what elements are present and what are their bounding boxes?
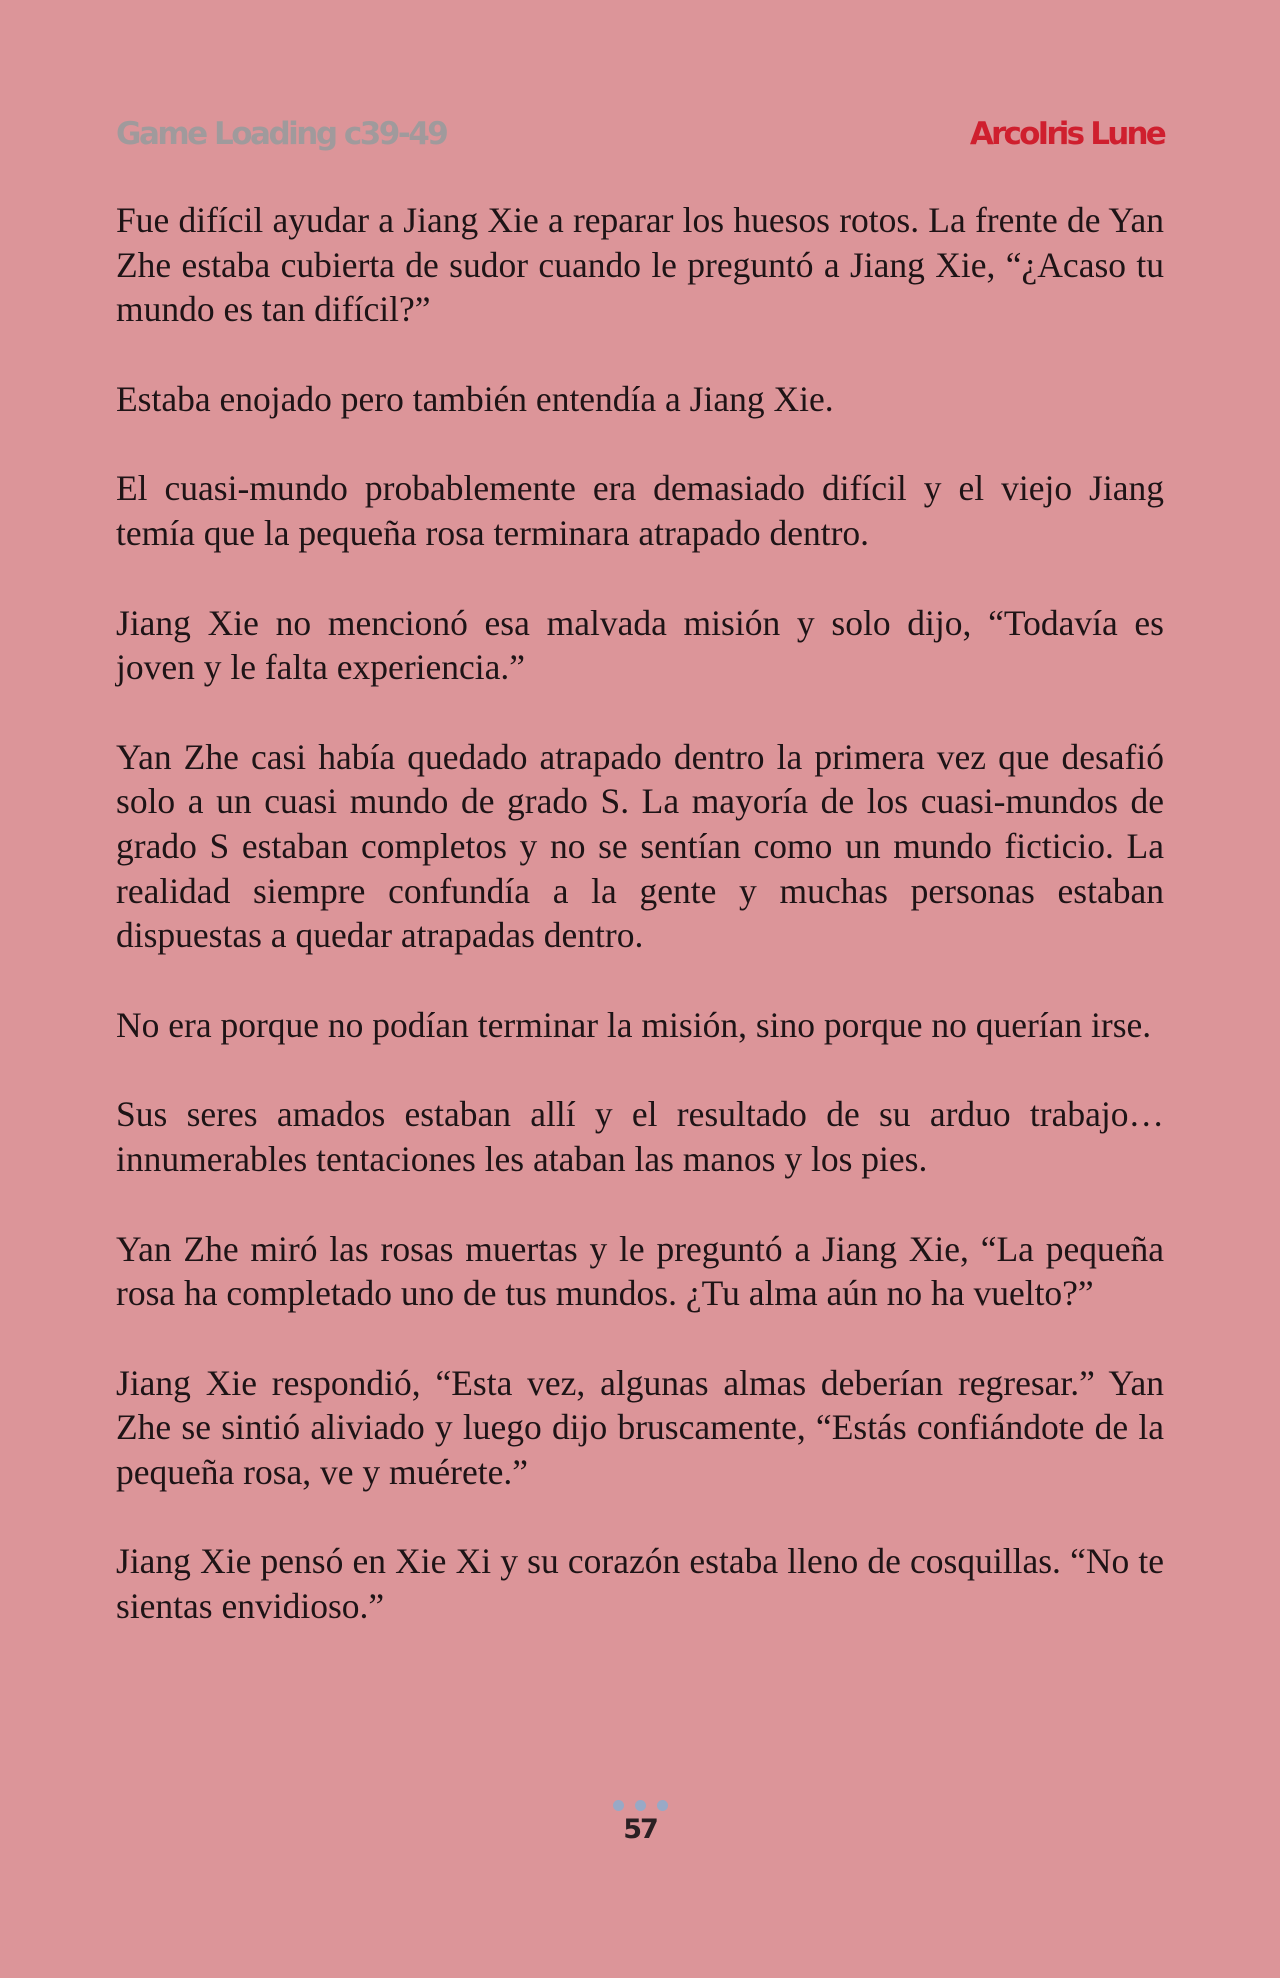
paragraph: Sus seres amados estaban allí y el resultado de su arduo trabajo… innumerables tentaciones les ataban las manos y los pies. bbox=[116, 1094, 1164, 1179]
paragraph: Jiang Xie no mencionó esa malvada misión y solo dijo, “Todavía es joven y le falta experiencia.” bbox=[116, 602, 1164, 688]
book-title: Game Loading c39-49 bbox=[116, 116, 447, 152]
paragraph: Jiang Xie pensó en Xie Xi y su corazón estaba lleno de cosquillas. “No te sientas envidioso.” bbox=[116, 1541, 1164, 1627]
dot-icon bbox=[635, 1800, 646, 1811]
page-header bbox=[116, 116, 1164, 166]
dot-icon bbox=[613, 1800, 624, 1811]
page-number: 57 bbox=[623, 1814, 657, 1845]
paragraph: Jiang Xie respondió, “Esta vez, algunas almas deberían regresar.” Yan Zhe se sintió aliviado y luego dijo bruscamente, “Estás confiándote de la pequeña rosa, ve y muérete.” bbox=[116, 1362, 1164, 1492]
paragraph: Fue difícil ayudar a Jiang Xie a reparar los huesos rotos. La frente de Yan Zhe estaba cubierta de sudor cuando le preguntó a Jiang Xie, “¿Acaso tu mundo es tan difícil?” bbox=[116, 200, 1164, 330]
dot-icon bbox=[657, 1800, 668, 1811]
ornament-dots bbox=[0, 1800, 1280, 1812]
page-body bbox=[116, 198, 1164, 1674]
paragraph: Estaba enojado pero también entendía a Jiang Xie. bbox=[116, 378, 834, 419]
paragraph: No era porque no podían terminar la misión, sino porque no querían irse. bbox=[116, 1004, 1152, 1045]
translator-name: ArcoIris Lune bbox=[969, 116, 1164, 152]
paragraph: Yan Zhe casi había quedado atrapado dentro la primera vez que desafió solo a un cuasi mundo de grado S. La mayoría de los cuasi-mundos de grado S estaban completos y no se sentían como un mundo ficticio. La realidad siempre confundía a la gente y muchas personas estaban dispuestas a quedar atrapadas dentro. bbox=[116, 736, 1164, 956]
paragraph: El cuasi-mundo probablemente era demasiado difícil y el viejo Jiang temía que la pequeña rosa terminara atrapado dentro. bbox=[116, 468, 1164, 553]
page-footer bbox=[0, 1800, 1280, 1845]
paragraph: Yan Zhe miró las rosas muertas y le preguntó a Jiang Xie, “La pequeña rosa ha completado uno de tus mundos. ¿Tu alma aún no ha vuelto?” bbox=[116, 1228, 1164, 1314]
